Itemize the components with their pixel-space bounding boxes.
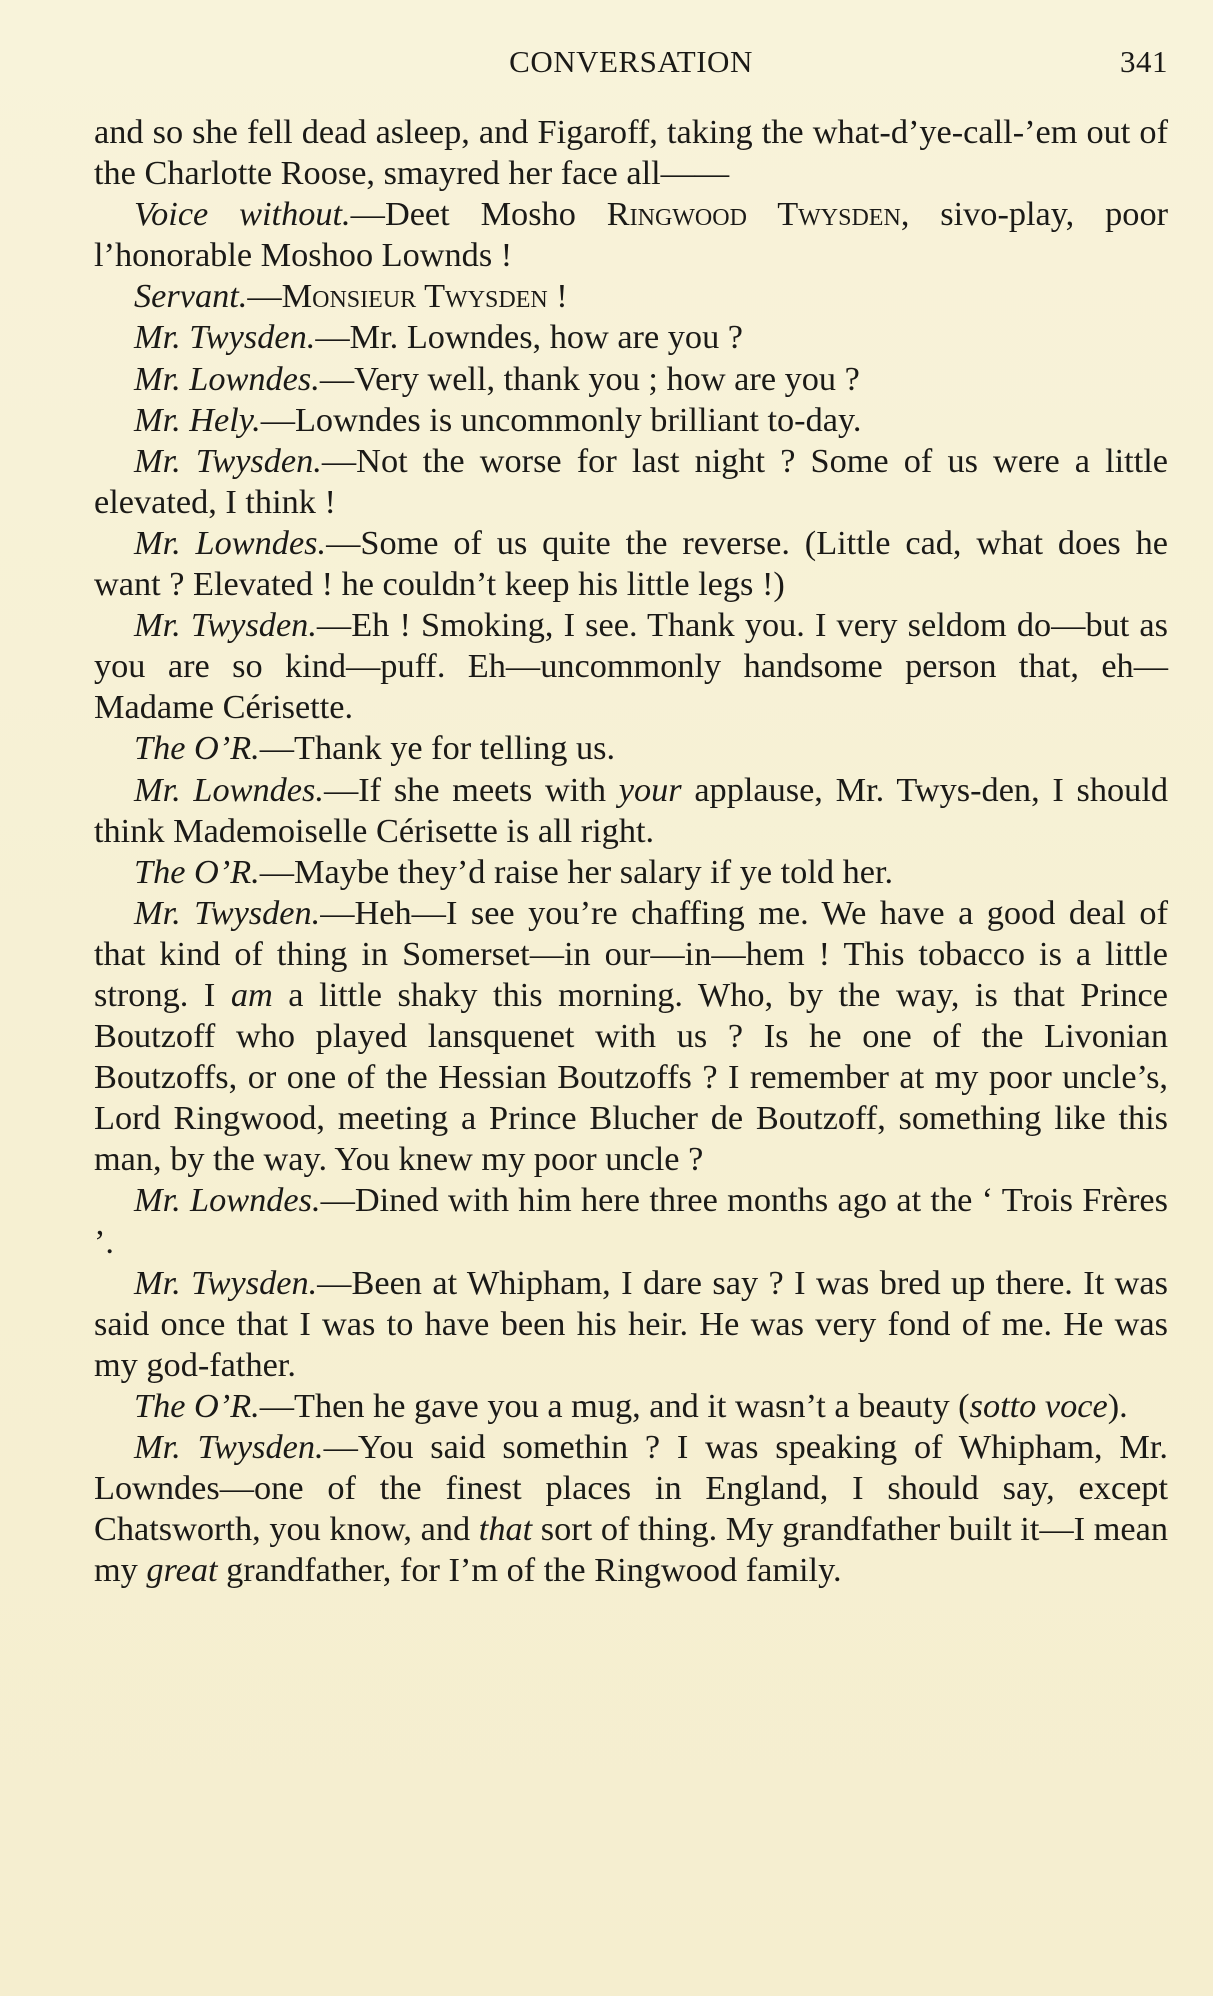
dialogue-text: —Then he gave you a mug, and it wasn’t a beauty ( bbox=[259, 1386, 970, 1425]
dialogue-text: —Not the worse for last night ? Some of us were a little elevated, I think ! bbox=[94, 441, 1168, 521]
paragraph-11 bbox=[94, 770, 1168, 852]
dialogue-text: grandfather, for I’m of the Ringwood family. bbox=[217, 1551, 842, 1590]
paragraph-5 bbox=[94, 359, 1168, 400]
emphasis-text: sotto voce bbox=[969, 1386, 1108, 1425]
paragraph-7 bbox=[94, 441, 1168, 523]
dialogue-text: —Mr. Lowndes, how are you ? bbox=[315, 318, 744, 357]
dialogue-text: , sivo-play, poor l’honorable Moshoo Lownds ! bbox=[94, 195, 1169, 275]
speaker-name: Mr. Lowndes. bbox=[134, 1181, 321, 1220]
dialogue-text: —Lowndes is uncommonly brilliant to-day. bbox=[260, 400, 862, 439]
dialogue-text: —Heh—I see you’re chaffing me. We have a good deal of that kind of thing in Somerset—in our—in—hem ! This tobacco is a little strong. I bbox=[94, 893, 1168, 1014]
paragraph-16 bbox=[94, 1386, 1168, 1427]
paragraph-14 bbox=[94, 1180, 1168, 1262]
speaker-name: Mr. Twysden. bbox=[134, 1263, 318, 1302]
speaker-name: Mr. Twysden. bbox=[134, 441, 322, 480]
speaker-name: The O’R. bbox=[134, 729, 260, 768]
emphasis-text: am bbox=[230, 975, 273, 1014]
speaker-name: Servant. bbox=[134, 277, 248, 316]
dialogue-text: ). bbox=[1107, 1386, 1128, 1425]
dialogue-text: —Been at Whipham, I dare say ? I was bred up there. It was said once that I was to have been his heir. He was very fond of me. He was my god-father. bbox=[94, 1263, 1168, 1384]
speaker-name: Mr. Lowndes. bbox=[134, 770, 324, 809]
emphasis-text: that bbox=[478, 1510, 533, 1549]
speaker-name: The O’R. bbox=[134, 852, 260, 891]
speaker-name: Mr. Lowndes. bbox=[134, 359, 320, 398]
speaker-name: Mr. Twysden. bbox=[134, 1428, 324, 1466]
dialogue-text: ! bbox=[547, 277, 568, 316]
paragraph-12 bbox=[94, 852, 1168, 893]
paragraph-8 bbox=[94, 523, 1168, 605]
speaker-name: Mr. Twysden. bbox=[134, 318, 316, 357]
speaker-name: Mr. Lowndes. bbox=[134, 523, 327, 562]
paragraph-9 bbox=[94, 605, 1168, 728]
paragraph-3 bbox=[94, 276, 1168, 317]
dialogue-text: —Eh ! Smoking, I see. Thank you. I very seldom do—but as you are so kind—puff. Eh—uncommonly handsome person that, eh—Madame Cérisette. bbox=[94, 606, 1168, 727]
dialogue-text: sort of thing. My grandfather built it—I mean my bbox=[94, 1510, 1168, 1590]
paragraph-1 bbox=[94, 112, 1168, 194]
dialogue-text: —If she meets with bbox=[323, 770, 619, 809]
page-header bbox=[94, 44, 1168, 84]
dialogue-text: —You said somethin ? I was speaking of Whipham, Mr. Lowndes—one of the finest places in England, I should say, except Chatsworth, you know, and bbox=[94, 1428, 1168, 1549]
paragraph-10 bbox=[94, 728, 1168, 769]
dialogue-text: —Maybe they’d raise her salary if ye told her. bbox=[259, 852, 894, 891]
dialogue-text: applause, Mr. Twys-den, I should think Mademoiselle Cérisette is all right. bbox=[94, 770, 1168, 850]
speaker-name: Mr. Hely. bbox=[134, 400, 261, 439]
paragraph-4 bbox=[94, 317, 1168, 358]
speaker-name: The O’R. bbox=[134, 1386, 260, 1425]
small-caps-name: Ringwood Twysden bbox=[606, 195, 901, 234]
paragraph-text: and so she fell dead asleep, and Figaroff, taking the what-d’ye-call-’em out of the Charlotte Roose, smayred her face all—— bbox=[94, 113, 1168, 193]
dialogue-text: —Dined with him here three months ago at the ‘ Trois Frères ’. bbox=[94, 1181, 1168, 1261]
dialogue-text: —Thank ye for telling us. bbox=[259, 729, 616, 768]
page-number: 341 bbox=[1120, 44, 1168, 79]
dialogue-text: —Some of us quite the reverse. (Little cad, what does he want ? Elevated ! he couldn’t keep his little legs !) bbox=[94, 523, 1168, 604]
paragraph-17 bbox=[94, 1427, 1168, 1591]
paragraph-2 bbox=[94, 194, 1168, 276]
paragraph-13 bbox=[94, 893, 1168, 1181]
dialogue-text: a little shaky this morning. Who, by the way, is that Prince Boutzoff who played lansquenet with us ? Is he one of the Livonian Boutzoffs, or one of the Hessian Boutzoffs ? I remember at my poor uncle’s, Lord Ringwood, meeting a Prince Blucher de Boutzoff, something like this man, by the way. You knew my poor uncle ? bbox=[94, 975, 1169, 1179]
small-caps-name: Monsieur Twysden bbox=[281, 277, 548, 316]
speaker-name: Voice without. bbox=[134, 195, 351, 234]
paragraph-6 bbox=[94, 400, 1168, 441]
speaker-name: Mr. Twysden. bbox=[134, 606, 317, 645]
emphasis-text: your bbox=[618, 770, 682, 809]
dialogue-text: —Very well, thank you ; how are you ? bbox=[319, 359, 860, 398]
dialogue-text: — bbox=[247, 277, 282, 316]
running-head: CONVERSATION bbox=[509, 44, 753, 79]
emphasis-text: great bbox=[146, 1551, 218, 1590]
body-text bbox=[94, 112, 1168, 1591]
dialogue-text: —Deet Mosho bbox=[350, 195, 607, 234]
speaker-name: Mr. Twysden. bbox=[134, 893, 321, 932]
paragraph-15 bbox=[94, 1263, 1168, 1386]
